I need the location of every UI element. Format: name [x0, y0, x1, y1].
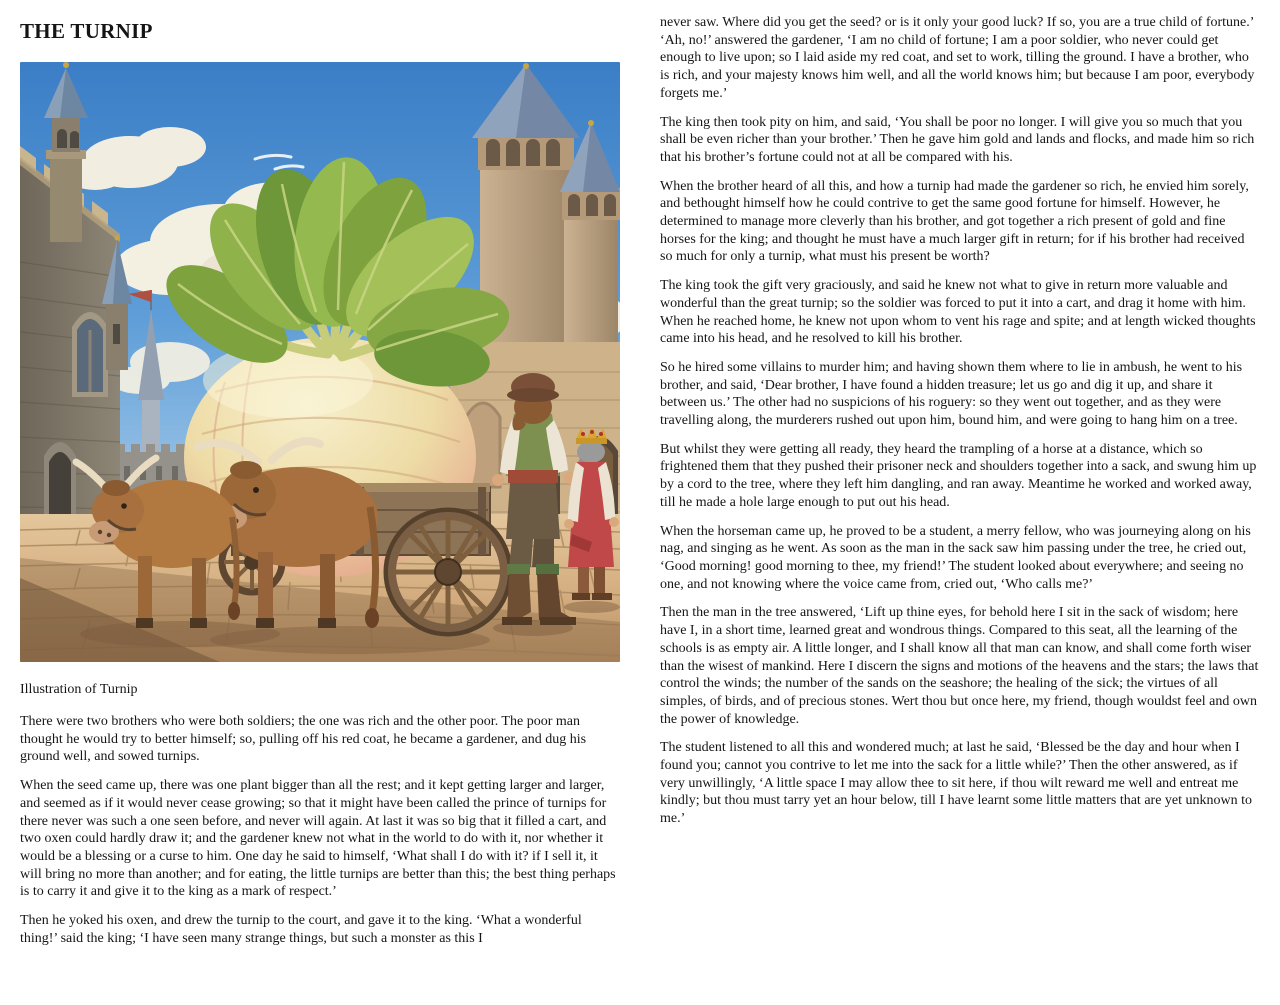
- story-paragraph-right-4: The king took the gift very graciously, and said he knew not what to give in return more valuable and wonderful than the great turnip; so the soldier was forced to put it into a cart, and drag it home with him. When he reached home, he knew not upon whom to vent his rage and spite; and at length wicked thoughts came into his head, and he resolved to kill his brother.: [660, 278, 1256, 347]
- story-paragraph-right-8: Then the man in the tree answered, ‘Lift up thine eyes, for behold here I sit in the sack of wisdom; here have I, in a short time, learned great and wondrous things. Compared to this seat, all the learning of the schools is as empty air. A little longer, and I shall know all that man can know, and shall come forth wiser than the wisest of mankind. Here I discern the signs and motions of the heavens and the stars; the laws that control the winds; the number of the sands on the seashore; the healing of the sick; the virtues of all simples, of birds, and of precious stones. Wert thou but once here, my friend, though wouldst feel and own the power of knowledge.: [660, 605, 1259, 727]
- story-paragraph-right-3: When the brother heard of all this, and how a turnip had made the gardener so rich, he envied him sorely, and bethought himself how he could contrive to get the same good fortune for himself. However, he determined to manage more cleverly than his brother, and got together a rich present of gold and fine horses for the king; and thought he must have a much larger gift in return; for if his brother had received so much for only a turnip, what must his present be worth?: [660, 178, 1249, 265]
- story-paragraph-left-1: There were two brothers who were both soldiers; the one was rich and the other poor. The poor man thought he would try to better himself; so, pulling off his red coat, he became a gardener, and dug his ground well, and sowed turnips.: [20, 714, 587, 765]
- story-paragraph-right-5: So he hired some villains to murder him; and having shown them where to lie in ambush, he went to his brother, and said, ‘Dear brother, I have found a hidden treasure; let us go and dig it up, and share it between us.’ The other had no suspicions of his roguery: so they went out together, and as they were travelling along, the murderers rushed out upon him, bound him, and were going to hang him on a tree.: [660, 359, 1243, 429]
- story-paragraph-left-2: When the seed came up, there was one plant bigger than all the rest; and it kept getting larger and larger, and seemed as if it would never cease growing; so that it might have been called the prince of turnips for there never was such a one seen before, and never will again. At last it was so big that it filled a cart, and two oxen could hardly draw it; and the gardener knew not what in the world to do with it, nor whether it would be a blessing or a curse to him. One day he said to himself, ‘What shall I do with it? if I sell it, it will bring no more than another; and for eating, the little turnips are better than this; the best thing perhaps is to carry it and give it to the king as a mark of respect.’: [20, 778, 616, 900]
- illustration-caption: Illustration of Turnip: [20, 682, 138, 697]
- story-paragraph-right-7: When the horseman came up, he proved to be a student, a merry fellow, who was journeying along on his nag, and singing as he went. As soon as the man in the sack saw him passing under the tree, he cried out, ‘Good morning! good morning to thee, my friend!’ The student looked about everywhere; and seeing no one, and not knowing where the voice came from, cried out, ‘Who calls me?’: [660, 523, 1251, 592]
- story-paragraph-right-2: The king then took pity on him, and said, ‘You shall be poor no longer. I will give you so much that you shall be even richer than your brother.’ Then he gave him gold and lands and flocks, and made him so rich that his brother’s fortune could not at all be compared with his.: [660, 114, 1255, 165]
- right-column: [660, 0, 1260, 958]
- story-paragraph-left-3: Then he yoked his oxen, and drew the turnip to the court, and gave it to the king. ‘What a wonderful thing!’ said the king; ‘I have seen many strange things, but such a monster as this I: [20, 913, 582, 946]
- story-paragraph-right-1: never saw. Where did you get the seed? or is it only your good luck? If so, you are a true child of fortune.’ ‘Ah, no!’ answered the gardener, ‘I am no child of fortune; I am a poor soldier, who never could get enough to live upon; so I laid aside my red coat, and set to work, tilling the ground. I have a brother, who is rich, and your majesty knows him well, and all the world knows him; but because I am poor, everybody forgets me.’: [660, 15, 1255, 101]
- illustration-figure: [20, 62, 620, 698]
- story-paragraph-right-6: But whilst they were getting all ready, they heard the trampling of a horse at a distance, which so frightened them that they pushed their prisoner neck and shoulders together into a sack, and swung him up by a cord to the tree, where they left him dangling, and ran away. Meantime he worked and worked away, till he made a hole large enough to put out his head.: [660, 441, 1257, 510]
- turnip-illustration: [20, 62, 620, 662]
- page-title: THE TURNIP: [20, 19, 153, 43]
- left-column: [20, 0, 620, 958]
- story-paragraph-right-9: The student listened to all this and wondered much; at last he said, ‘Blessed be the day and hour when I found you; cannot you contrive to let me into the sack for a little while?’ Then the other answered, as if very unwillingly, ‘A little space I may allow thee to sit here, if thou wilt reward me well and entreat me kindly; but thou must tarry yet an hour below, till I have learnt some little matters that are yet unknown to me.’: [660, 740, 1253, 827]
